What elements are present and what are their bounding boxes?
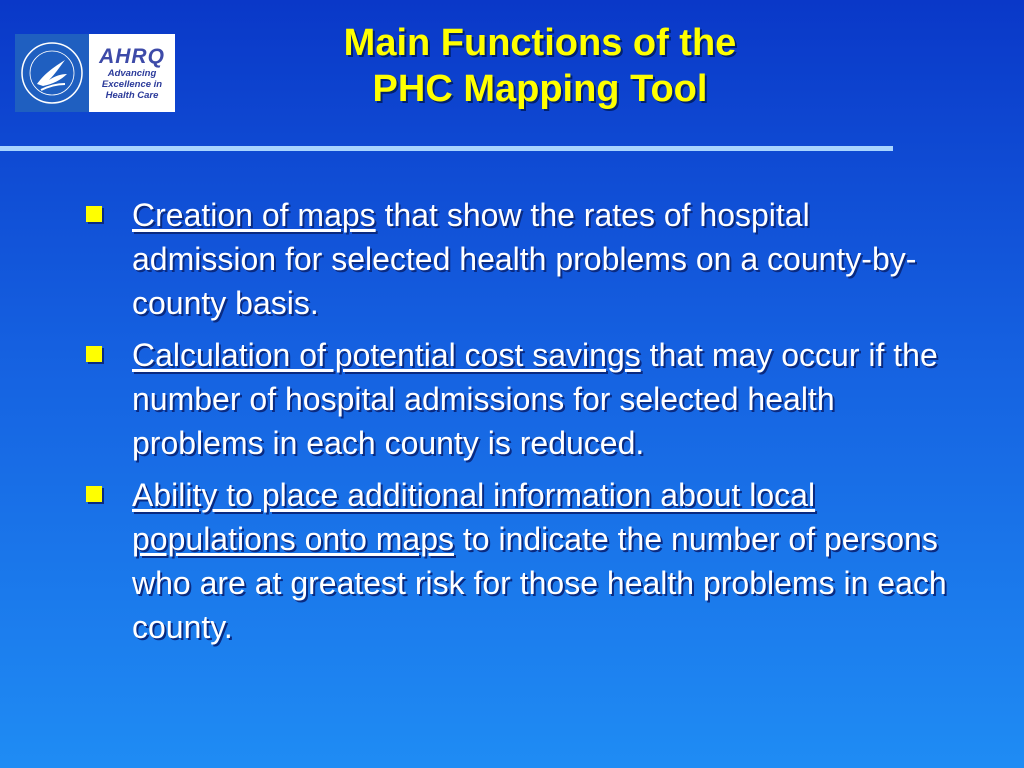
bullet-item xyxy=(82,193,962,325)
ahrq-wordmark: AHRQ xyxy=(99,44,165,68)
agency-logos xyxy=(15,34,175,112)
bullet-text: that show the rates of hospital admission for selected health problems on a county-by-county basis. xyxy=(132,197,917,321)
ahrq-tagline-2: Excellence in xyxy=(101,78,163,90)
hhs-seal-icon xyxy=(15,34,89,112)
bullet-item xyxy=(82,473,962,649)
slide-title-line-2: PHC Mapping Tool xyxy=(372,68,708,110)
square-bullet-icon xyxy=(86,206,102,222)
bullet-underlined-text: Ability to place additional information about local populations onto maps xyxy=(132,477,816,557)
bullet-underlined-text: Calculation of potential cost savings xyxy=(132,337,641,373)
title-divider xyxy=(0,146,893,151)
square-bullet-icon xyxy=(86,486,102,502)
slide-title-line-1: Main Functions of the xyxy=(343,22,737,64)
ahrq-tagline-1: Advancing xyxy=(107,67,157,79)
ahrq-tagline-3: Health Care xyxy=(105,89,159,101)
bullet-text: to indicate the number of persons who are at greatest risk for those health problems in each county. xyxy=(132,521,947,645)
square-bullet-icon xyxy=(86,346,102,362)
slide-title xyxy=(280,20,800,112)
ahrq-logo xyxy=(89,34,175,112)
bullet-list xyxy=(82,193,962,657)
bullet-underlined-text: Creation of maps xyxy=(132,197,376,233)
bullet-item xyxy=(82,333,962,465)
bullet-text: that may occur if the number of hospital admissions for selected health problems in each county is reduced. xyxy=(132,337,938,461)
